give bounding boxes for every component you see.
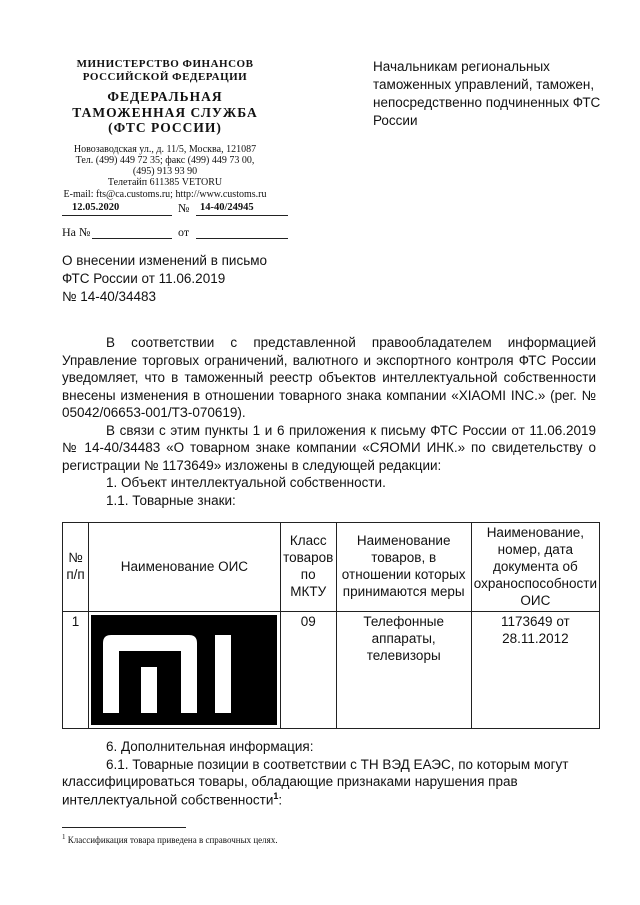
section-item-1: 1. Объект интеллектуальной собственности. xyxy=(106,475,386,491)
col-header-ois: Наименование ОИС xyxy=(89,523,281,612)
letter-date: 12.05.2020 xyxy=(72,202,120,213)
date-underline xyxy=(62,215,172,216)
footnote-text: Классификация товара приведена в справочных целях. xyxy=(67,835,278,845)
item-6-1-end: : xyxy=(278,792,283,808)
footnote-separator xyxy=(62,827,186,828)
agency-line: (ФТС РОССИИ) xyxy=(108,120,222,136)
footnote xyxy=(62,833,278,845)
col-header-num: № п/п xyxy=(63,523,89,612)
additional-info xyxy=(62,738,596,809)
section-item-1-1: 1.1. Товарные знаки: xyxy=(106,492,236,508)
row-class: 09 xyxy=(280,612,336,729)
agency-name xyxy=(40,89,290,136)
agency-line: ФЕДЕРАЛЬНАЯ xyxy=(107,89,223,105)
contact-line: Телетайп 611385 VETORU xyxy=(107,177,223,189)
table-row xyxy=(63,612,600,729)
subject-line: № 14-40/34483 xyxy=(62,289,157,305)
section-item-6: 6. Дополнительная информация: xyxy=(106,739,314,754)
ministry-line: МИНИСТЕРСТВО ФИНАНСОВ xyxy=(76,58,254,70)
row-ois-image xyxy=(89,612,281,729)
col-header-doc: Наименование, номер, дата документа об охраноспособности ОИС xyxy=(471,523,599,612)
contact-line: (495) 913 93 90 xyxy=(132,166,198,178)
table-header-row xyxy=(63,523,600,612)
ref-label: На № xyxy=(62,225,91,239)
row-goods: Телефонные аппараты, телевизоры xyxy=(336,612,471,729)
body-paragraph: В связи с этим пункты 1 и 6 приложения к письму ФТС России от 11.06.2019 № 14-40/34483 «О товарном знаке компании «СЯОМИ ИНК.» по свидетельству о регистрации № 1173649» изложены в следующей редакции: xyxy=(62,422,596,473)
contact-line: Тел. (499) 449 72 35; факс (499) 449 73 00, xyxy=(75,155,255,167)
agency-line: ТАМОЖЕННАЯ СЛУЖБА xyxy=(72,104,258,120)
letter-body xyxy=(62,334,596,509)
letterhead xyxy=(40,58,290,200)
contact-line: E-mail: fts@ca.customs.ru; http://www.customs.ru xyxy=(63,188,267,200)
mi-logo-image xyxy=(91,615,277,725)
number-underline xyxy=(196,215,288,216)
col-header-goods: Наименование товаров, в отношении которых принимаются меры xyxy=(336,523,471,612)
trademark-table xyxy=(62,522,600,729)
subject-line: ФТС России от 11.06.2019 xyxy=(62,271,226,287)
body-paragraph: В соответствии с представленной правообладателем информацией Управление торговых ограничений, валютного и экспортного контроля ФТС России уведомляет, что в таможенный реестр объектов интеллектуальной собственности внесены изменения в отношении товарного знака компании «XIAOMI INC.» (рег. № 05042/06653-001/ТЗ-070619). xyxy=(62,335,596,421)
from-label: от xyxy=(178,225,190,239)
row-num: 1 xyxy=(63,612,89,729)
footnote-ref: 1 xyxy=(273,790,279,801)
col-header-class: Класс товаров по МКТУ xyxy=(280,523,336,612)
row-doc: 1173649 от 28.11.2012 xyxy=(471,612,599,729)
section-item-6-1 xyxy=(62,756,596,809)
agency-contacts xyxy=(40,144,290,200)
from-underline xyxy=(196,238,288,239)
addressee: Начальникам региональных таможенных управлений, таможен, непосредственно подчиненных ФТС России xyxy=(373,59,601,128)
number-label: № xyxy=(178,201,190,215)
ref-underline xyxy=(92,238,172,239)
subject-line: О внесении изменений в письмо xyxy=(62,253,268,268)
ministry-name xyxy=(40,58,290,83)
item-6-1-text: 6.1. Товарные позиции в соответствии с ТН ВЭД ЕАЭС, по которым могут классифицироваться товары, обладающие признаками нарушения прав интеллектуальной собственности xyxy=(62,756,569,808)
letter-subject xyxy=(62,252,322,307)
footnote-mark: 1 xyxy=(62,833,66,841)
letter-number: 14-40/24945 xyxy=(200,202,254,213)
contact-line: Новозаводская ул., д. 11/5, Москва, 121087 xyxy=(73,143,257,155)
ministry-line: РОССИЙСКОЙ ФЕДЕРАЦИИ xyxy=(82,70,248,83)
